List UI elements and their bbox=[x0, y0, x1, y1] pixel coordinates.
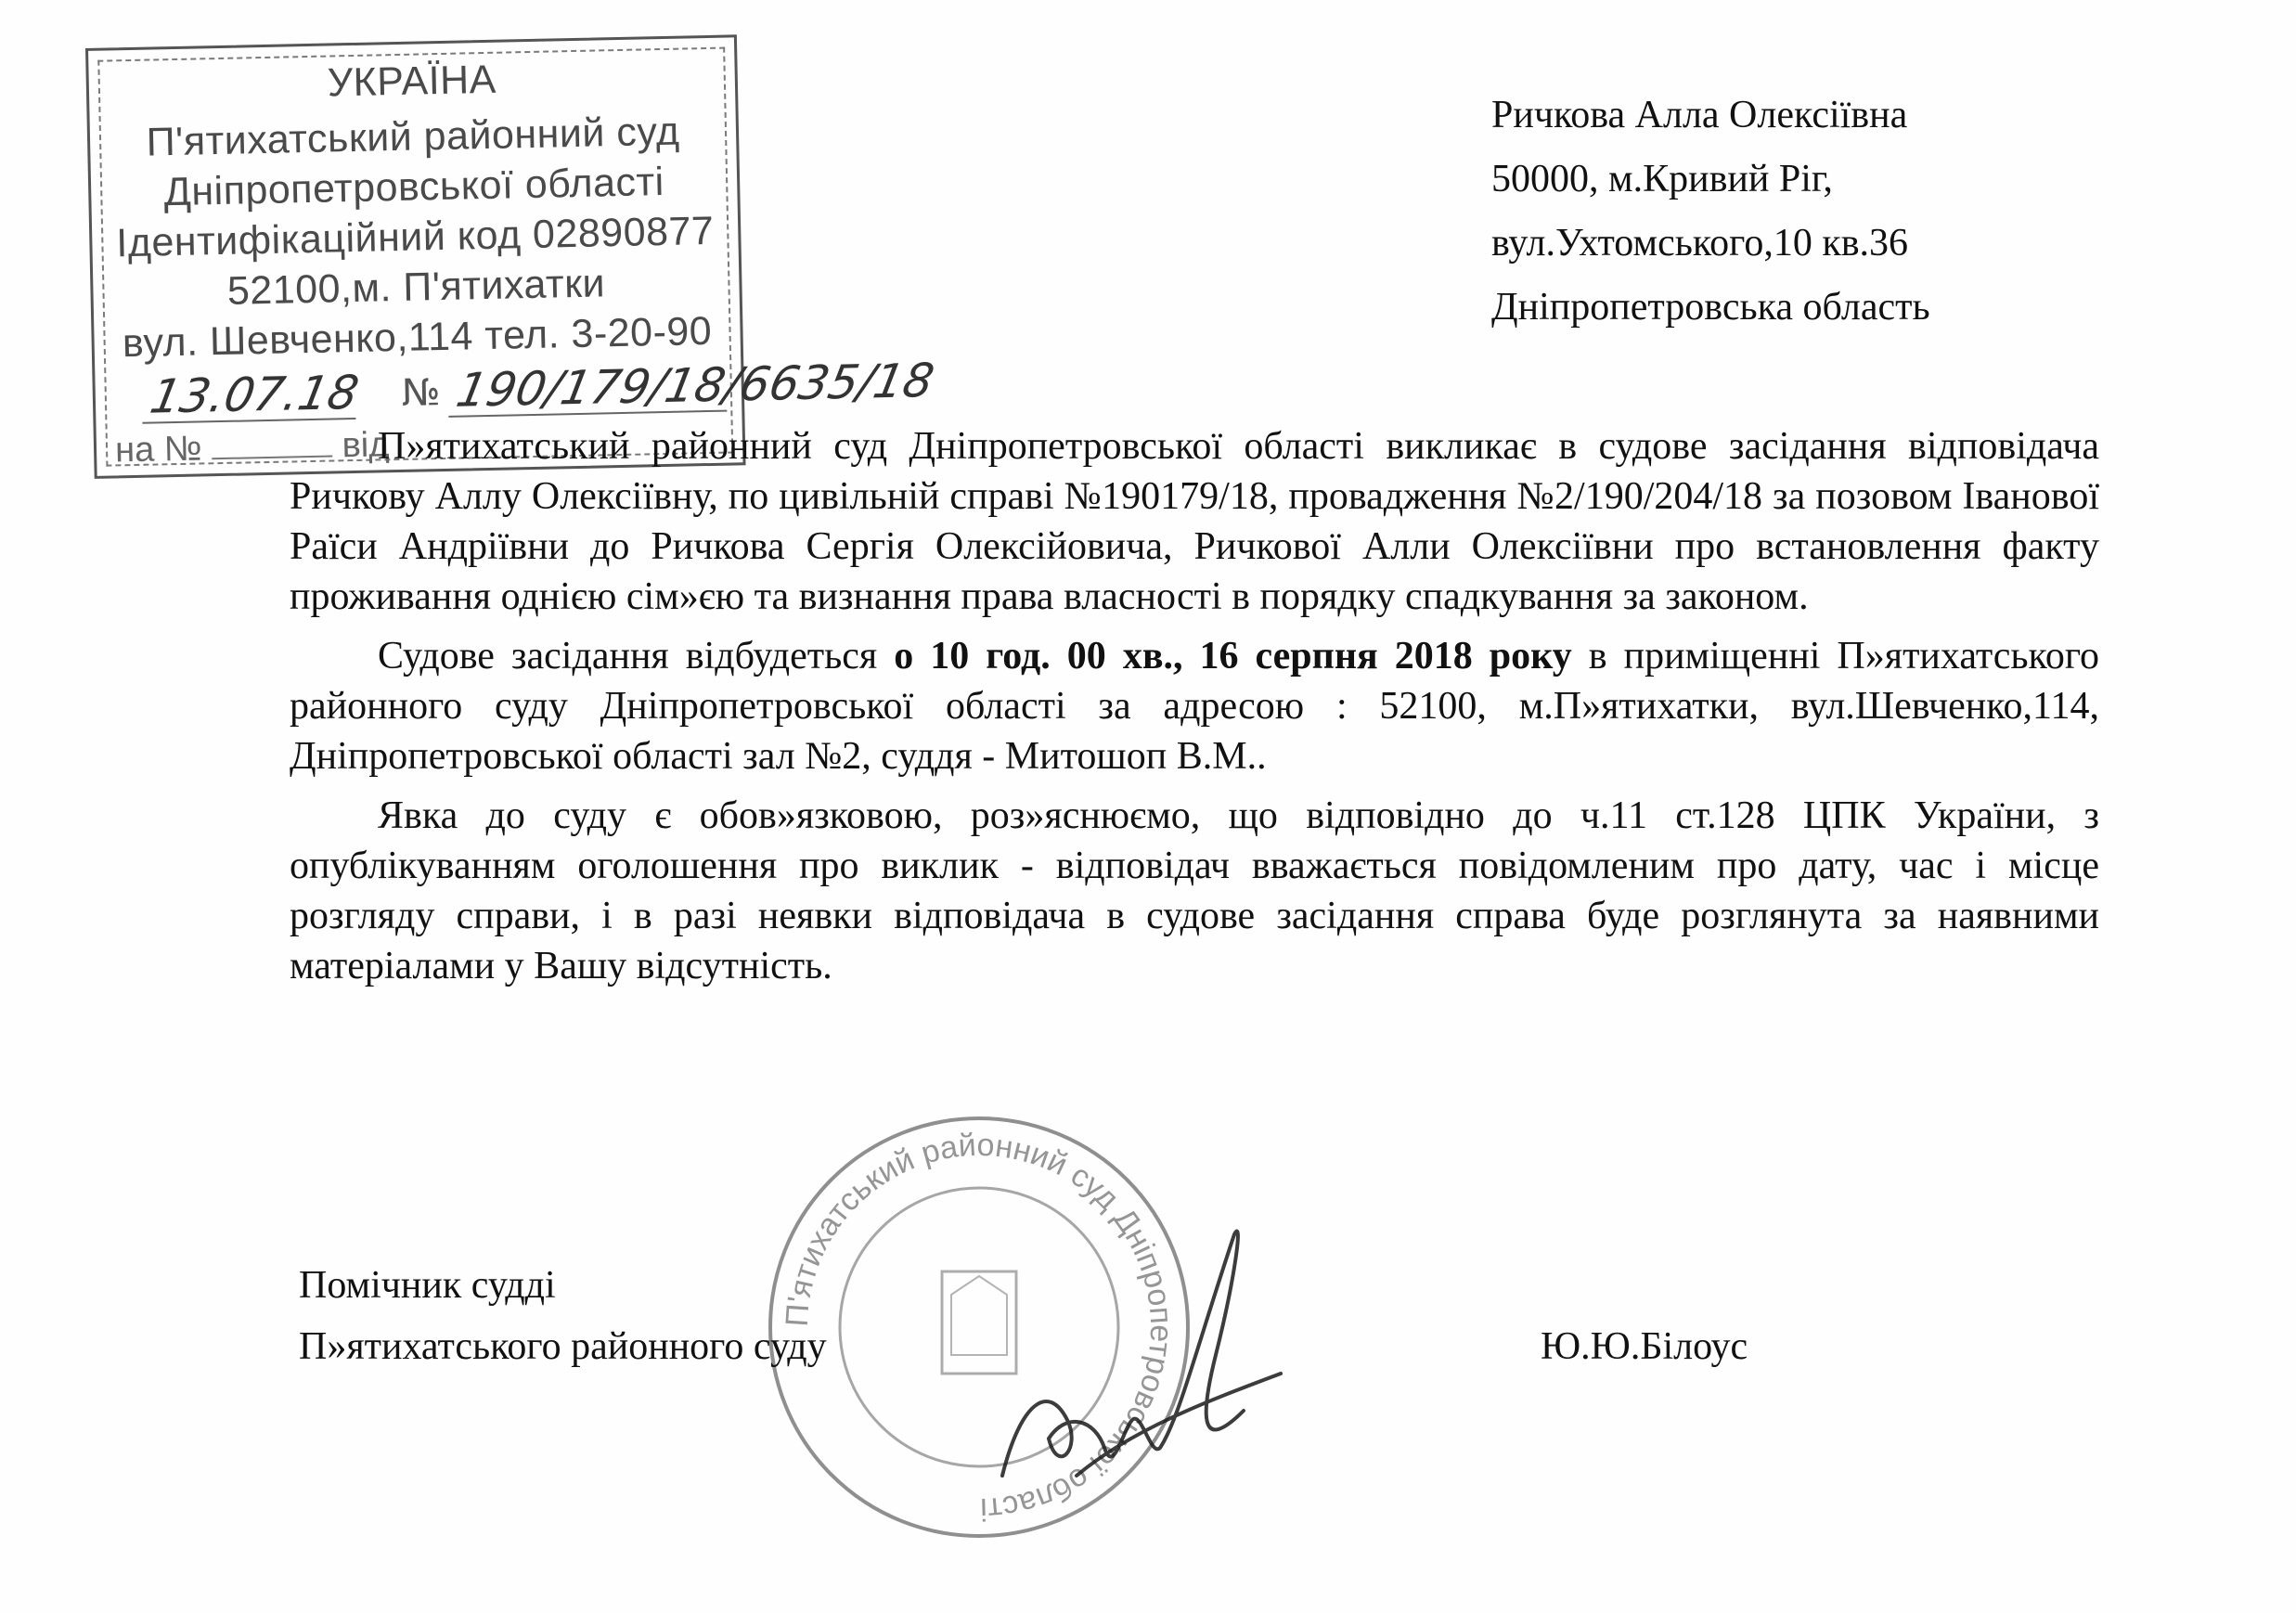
paragraph-summons: П»ятихатський районний суд Дніпропетровської області викликає в судове засідання відповідача Ричкову Аллу Олексіївну, по цивільній справі №190179/18, провадження №2/190/204/18 за позовом Іванової Раїси Андріївни до Ричкова Сергія Олексійовича, Ричкової Алли Олексіївни про встановлення факту проживання однією сім»єю та визнання права власності в порядку спадкування за законом. bbox=[290, 425, 2099, 618]
summons-body bbox=[290, 421, 2099, 1000]
recipient-address bbox=[1491, 84, 1930, 340]
registration-stamp bbox=[85, 34, 939, 479]
recipient-postal: 50000, м.Кривий Ріг, bbox=[1491, 158, 1833, 200]
signatory-name: Ю.Ю.Білоус bbox=[1541, 1325, 1748, 1368]
stamp-id-code: Ідентифікаційний код 02890877 bbox=[115, 208, 715, 266]
stamp-number-label: № bbox=[401, 371, 441, 415]
stamp-handwritten-number: 190/179/18/6635/18 bbox=[452, 353, 939, 418]
stamp-country: УКРАЇНА bbox=[327, 57, 497, 106]
signatory-title bbox=[299, 1255, 827, 1377]
stamp-city: 52100,м. П'ятихатки bbox=[226, 261, 606, 314]
paragraph-hearing-details bbox=[290, 631, 2099, 781]
recipient-region: Дніпропетровська область bbox=[1491, 286, 1930, 329]
stamp-handwritten-date: 13.07.18 bbox=[146, 365, 364, 424]
paragraph-attendance-notice: Явка до суду є обов»язковою, роз»яснюємо, що відповідно до ч.11 ст.128 ЦПК України, з опублікуванням оголошення про виклик - відповідач вважається повідомленим про дату, час і місце розгляду справи, і в разі неявки відповідача в судове засідання справа буде розглянута за наявними матеріалами у Вашу відсутність. bbox=[290, 794, 2099, 987]
stamp-region: Дніпропетровської області bbox=[163, 159, 665, 215]
recipient-name: Ричкова Алла Олексіївна bbox=[1491, 94, 1908, 136]
signatory-court: П»ятихатського районного суду bbox=[299, 1325, 827, 1368]
seal-ring-text: П'ятихатський районний суд Дніпропетровської області bbox=[779, 1127, 1180, 1528]
hearing-location: в приміщенні П»ятихатського районного суду Дніпропетровської області за адресою : 52100, м.П»ятихатки, вул.Шевченко,114, Дніпропетровської області зал №2, суддя - Митошоп В.М.. bbox=[290, 635, 2100, 778]
stamp-reference-label: на № bbox=[114, 429, 202, 471]
hearing-datetime: о 10 год. 00 хв., 16 серпня 2018 року bbox=[894, 635, 1572, 677]
hearing-intro: Судове засідання відбудеться bbox=[378, 635, 895, 677]
handwritten-signature bbox=[965, 1197, 1299, 1513]
recipient-street: вул.Ухтомського,10 кв.36 bbox=[1491, 222, 1909, 265]
stamp-court-name: П'ятихатський районний суд bbox=[146, 109, 680, 165]
stamp-reference-from: від bbox=[342, 425, 390, 466]
stamp-street-phone: вул. Шевченко,114 тел. 3-20-90 bbox=[122, 308, 713, 367]
signatory-position: Помічник судді bbox=[299, 1264, 556, 1307]
